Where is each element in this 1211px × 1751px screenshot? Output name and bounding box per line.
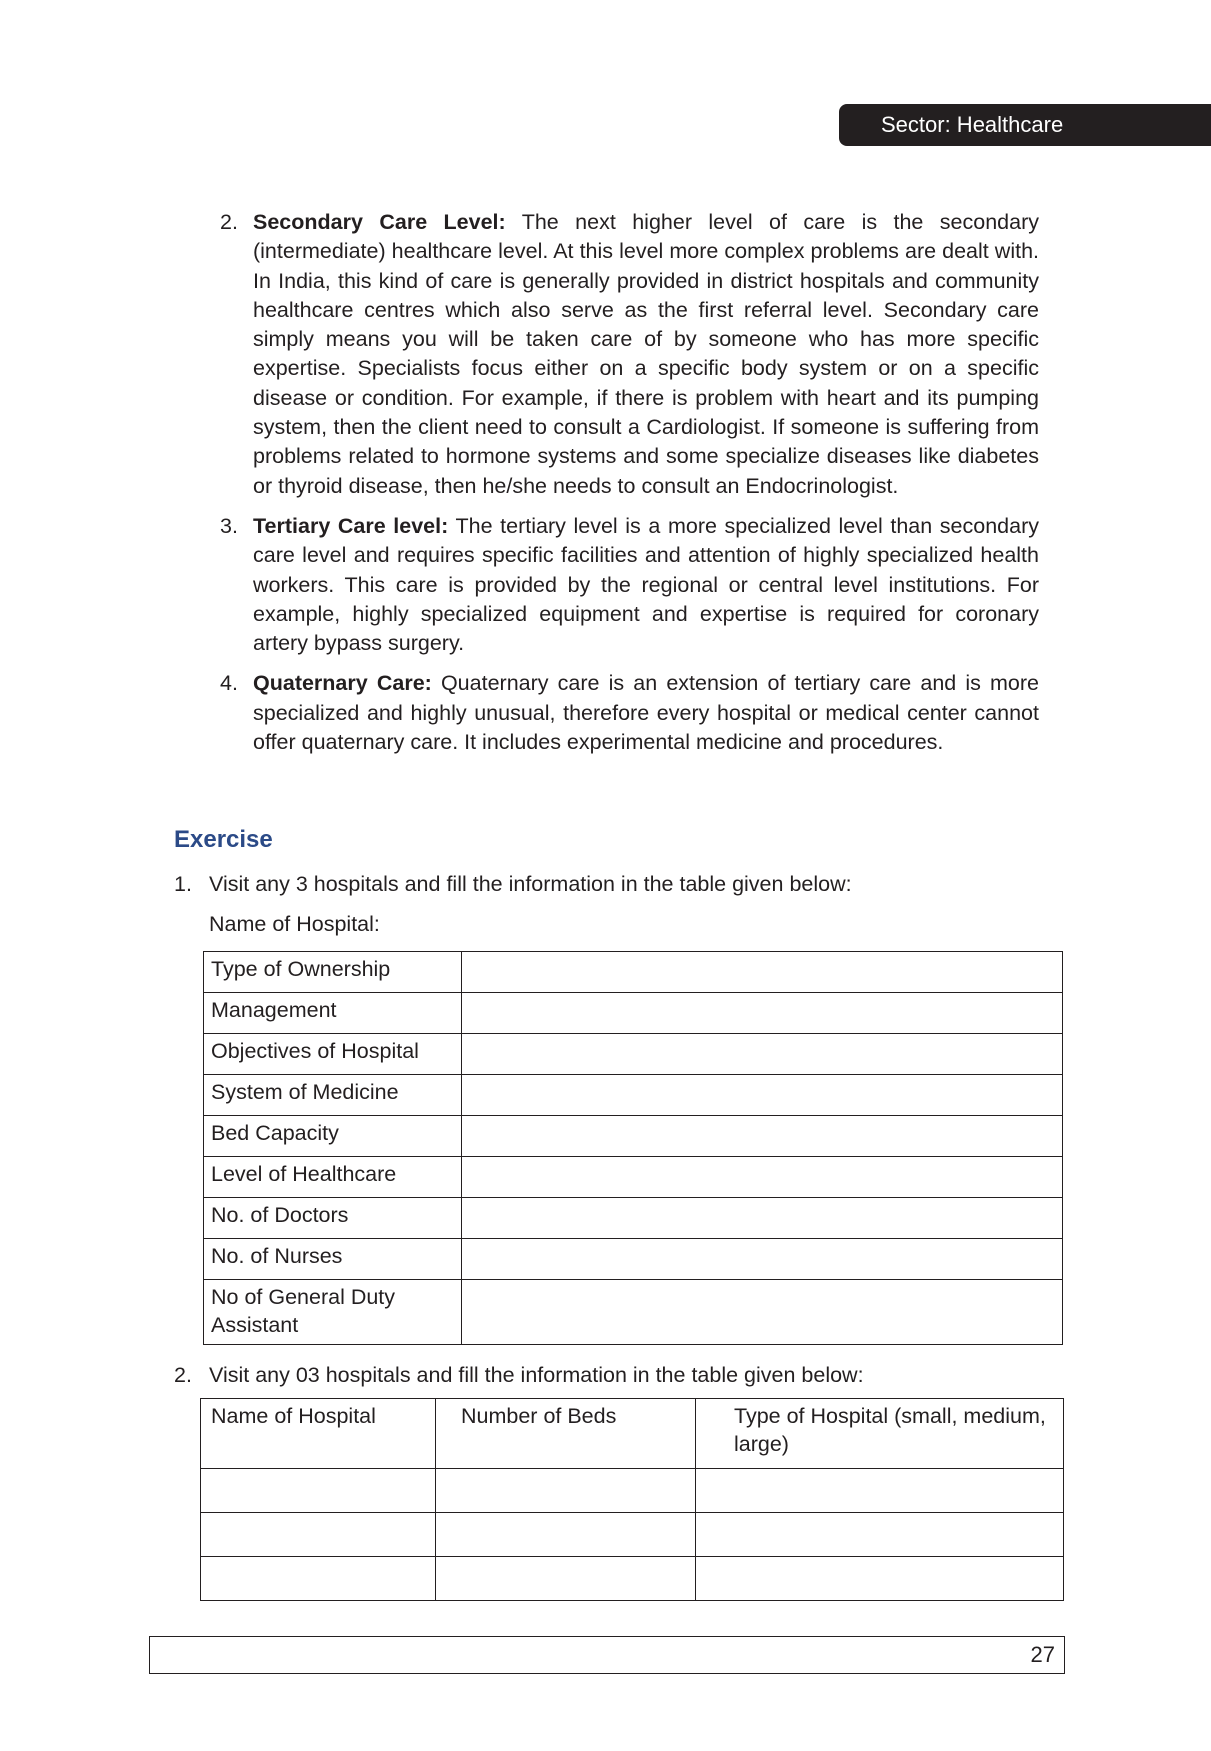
entry-cell[interactable] bbox=[696, 1557, 1064, 1601]
list-item-number: 3. bbox=[220, 513, 238, 538]
table-row bbox=[201, 1513, 1064, 1557]
row-label: System of Medicine bbox=[204, 1075, 462, 1116]
list-item-text: Quaternary care is an extension of tertiary care and is more specialized and highly unusual, therefore every hospital or medical center cannot offer quaternary care. It includes experimental medicine and procedures. bbox=[253, 671, 1040, 755]
entry-cell[interactable] bbox=[201, 1469, 436, 1513]
table-row bbox=[204, 1075, 1063, 1116]
list-item-text: The tertiary level is a more specialized level than secondary care level and requires specific facilities and attention of highly specialized health workers. This care is provided by the regional or central level institutions. For example, highly specialized equipment and expertise is required for coronary artery bypass surgery. bbox=[253, 513, 1039, 656]
table-row bbox=[204, 1280, 1063, 1345]
question-number: 1. bbox=[174, 872, 192, 896]
table-row bbox=[204, 1239, 1063, 1280]
exercise-question-2 bbox=[174, 1361, 864, 1389]
list-item-tertiary-care bbox=[220, 512, 1039, 658]
list-item-title: Secondary Care Level: bbox=[253, 210, 506, 234]
row-label: No of General Duty Assistant bbox=[204, 1280, 462, 1345]
entry-cell[interactable] bbox=[462, 1198, 1063, 1239]
list-item-title: Tertiary Care level: bbox=[253, 513, 449, 538]
page-footer-box bbox=[149, 1636, 1065, 1674]
column-header: Type of Hospital (small, medium, large) bbox=[696, 1399, 1064, 1469]
entry-cell[interactable] bbox=[201, 1557, 436, 1601]
entry-cell[interactable] bbox=[696, 1469, 1064, 1513]
question-number: 2. bbox=[174, 1363, 192, 1387]
entry-cell[interactable] bbox=[462, 1075, 1063, 1116]
care-levels-list bbox=[220, 208, 1039, 768]
list-item-secondary-care bbox=[220, 208, 1039, 501]
row-label: Level of Healthcare bbox=[204, 1157, 462, 1198]
entry-cell[interactable] bbox=[462, 952, 1063, 993]
table-row bbox=[204, 1116, 1063, 1157]
entry-cell[interactable] bbox=[201, 1513, 436, 1557]
table-row bbox=[204, 1034, 1063, 1075]
exercise-question-1 bbox=[174, 870, 852, 898]
hospital-name-caption: Name of Hospital: bbox=[209, 912, 380, 936]
row-label: Type of Ownership bbox=[204, 952, 462, 993]
hospital-beds-table bbox=[200, 1398, 1064, 1601]
sector-label: Sector: Healthcare bbox=[881, 112, 1064, 137]
table-row bbox=[204, 1198, 1063, 1239]
question-text: Visit any 03 hospitals and fill the information in the table given below: bbox=[209, 1363, 864, 1387]
sector-header-tab bbox=[839, 104, 1211, 146]
row-label: No. of Doctors bbox=[204, 1198, 462, 1239]
row-label: Management bbox=[204, 993, 462, 1034]
list-item-text: The next higher level of care is the secondary (intermediate) healthcare level. At this level more complex problems are dealt with. In India, this kind of care is generally provided in district hospitals and community healthcare centres which also serve as the first referral level. Secondary care simply means you will be taken care of by someone who has more specific expertise. Specialists focus either on a specific body system or on a specific disease or condition. For example, if there is problem with heart and its pumping system, then the client need to consult a Cardiologist. If someone is suffering from problems related to hormone systems and some specialize diseases like diabetes or thyroid disease, then he/she needs to consult an Endocrinologist. bbox=[253, 210, 1039, 498]
column-header: Number of Beds bbox=[436, 1399, 696, 1469]
entry-cell[interactable] bbox=[462, 1157, 1063, 1198]
list-item-quaternary-care bbox=[220, 669, 1039, 757]
list-item-title: Quaternary Care: bbox=[253, 671, 432, 696]
hospital-info-table bbox=[203, 951, 1063, 1345]
entry-cell[interactable] bbox=[696, 1513, 1064, 1557]
entry-cell[interactable] bbox=[462, 1239, 1063, 1280]
table-row bbox=[201, 1557, 1064, 1601]
table-row bbox=[204, 1157, 1063, 1198]
list-item-number: 2. bbox=[220, 210, 238, 234]
question-text: Visit any 3 hospitals and fill the information in the table given below: bbox=[209, 872, 852, 896]
table-row bbox=[204, 993, 1063, 1034]
list-item-number: 4. bbox=[220, 671, 238, 696]
entry-cell[interactable] bbox=[462, 993, 1063, 1034]
table-row bbox=[204, 952, 1063, 993]
entry-cell[interactable] bbox=[436, 1513, 696, 1557]
page-number: 27 bbox=[1030, 1642, 1055, 1667]
column-header: Name of Hospital bbox=[201, 1399, 436, 1469]
entry-cell[interactable] bbox=[462, 1280, 1063, 1345]
entry-cell[interactable] bbox=[462, 1116, 1063, 1157]
row-label: Bed Capacity bbox=[204, 1116, 462, 1157]
table-row bbox=[201, 1469, 1064, 1513]
entry-cell[interactable] bbox=[462, 1034, 1063, 1075]
table-header-row bbox=[201, 1399, 1064, 1469]
entry-cell[interactable] bbox=[436, 1557, 696, 1601]
row-label: Objectives of Hospital bbox=[204, 1034, 462, 1075]
row-label: No. of Nurses bbox=[204, 1239, 462, 1280]
entry-cell[interactable] bbox=[436, 1469, 696, 1513]
exercise-heading: Exercise bbox=[174, 826, 273, 853]
